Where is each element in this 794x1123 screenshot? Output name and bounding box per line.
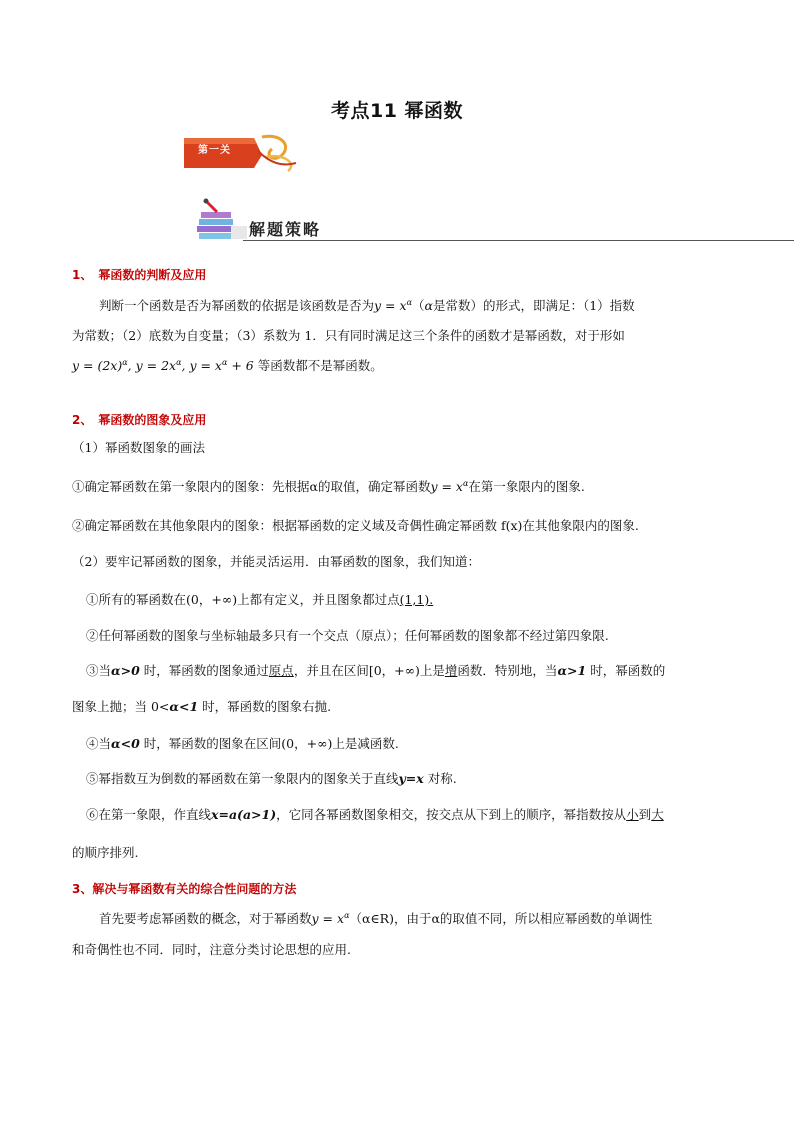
s1-text: 是常数）的形式，即满足：（1）指数 <box>432 298 635 313</box>
section-3-title: 3、解决与幂函数有关的综合性问题的方法 <box>72 882 297 896</box>
formula-y-x-alpha: $y = x^\alpha$ <box>311 911 350 926</box>
section-2-title: 2、 幂函数的图象及应用 <box>72 413 207 427</box>
formula-examples: $y = (2x)^\alpha$, $y = 2x^\alpha$, $y = x^\alpha + 6$ <box>72 358 254 373</box>
section-3-line-1: 首先要考虑幂函数的概念，对于幂函数$y = x^\alpha(\alpha\in R)$，由于α的取值不同，所以相应幂函数的单调性 <box>99 911 653 926</box>
alpha-symbol: α <box>424 298 433 313</box>
banner-label: 第一关 <box>198 145 231 156</box>
section-1-line-2: 为常数；（2）底数为自变量；（3）系数为 1．只有同时满足这三个条件的函数才是幂函数，对于形如 <box>72 328 625 343</box>
section-2-item-2: ②任何幂函数的图象与坐标轴最多只有一个交点（原点）；任何幂函数的图象都不经过第四象限. <box>86 628 609 643</box>
divider-rule <box>243 240 794 241</box>
s1-text: 判断一个函数是否为幂函数的依据是该函数是否为 <box>99 298 375 313</box>
s1-text: 等函数都不是幂函数。 <box>257 358 383 373</box>
formula-y-x-alpha: $y = x^\alpha$ <box>374 298 412 313</box>
section-2-item-c2: ②确定幂函数在其他象限内的图象：根据幂函数的定义域及奇偶性确定幂函数 f(x)在其他象限内的图象. <box>72 518 639 533</box>
section-1-title: 1、 幂函数的判断及应用 <box>72 268 207 282</box>
section-3-line-2: 和奇偶性也不同．同时，注意分类讨论思想的应用. <box>72 942 351 957</box>
section-1-line-1 <box>99 297 635 315</box>
section-2-item-3: ③当α>0 时，幂函数的图象通过原点，并且在区间[0，+∞)上是增函数．特别地，当α>1 时，幂函数的 <box>86 663 666 678</box>
section-2-item-c1: ①确定幂函数在第一象限内的图象：先根据α的取值，确定幂函数$y = x^\alpha$在第一象限内的图象. <box>72 479 585 494</box>
s1-text: （ <box>411 298 425 313</box>
strategy-heading: 解题策略 <box>249 220 322 239</box>
section-2-sub-1: （1）幂函数图象的画法 <box>72 440 205 455</box>
section-2-item-4: ④当α<0 时，幂函数的图象在区间(0，+∞)上是减函数. <box>86 736 399 751</box>
formula-y-x-alpha: $y = x^\alpha$ <box>430 479 469 494</box>
section-1-line-3 <box>72 357 383 375</box>
section-2-item-6: ⑥在第一象限，作直线x=a(a>1)，它同各幂函数图象相交，按交点从下到上的顺序，幂指数按从小到大 <box>86 807 664 822</box>
strategy-header <box>195 198 794 246</box>
page-title: 考点11 幂函数 <box>330 100 464 122</box>
section-2-item-5: ⑤幂指数互为倒数的幂函数在第一象限内的图象关于直线y=x 对称. <box>86 771 457 786</box>
section-2-item-1: ①所有的幂函数在(0，+∞)上都有定义，并且图象都过点(1,1). <box>86 592 434 607</box>
level-banner <box>184 133 302 175</box>
section-2-item-6-cont: 的顺序排列. <box>72 845 139 860</box>
section-2-sub-2: （2）要牢记幂函数的图象，并能灵活运用．由幂函数的图象，我们知道： <box>72 554 480 569</box>
books-icon <box>195 198 247 244</box>
section-2-item-3-cont: 图象上抛；当 0<α<1 时，幂函数的图象右抛. <box>72 699 332 714</box>
